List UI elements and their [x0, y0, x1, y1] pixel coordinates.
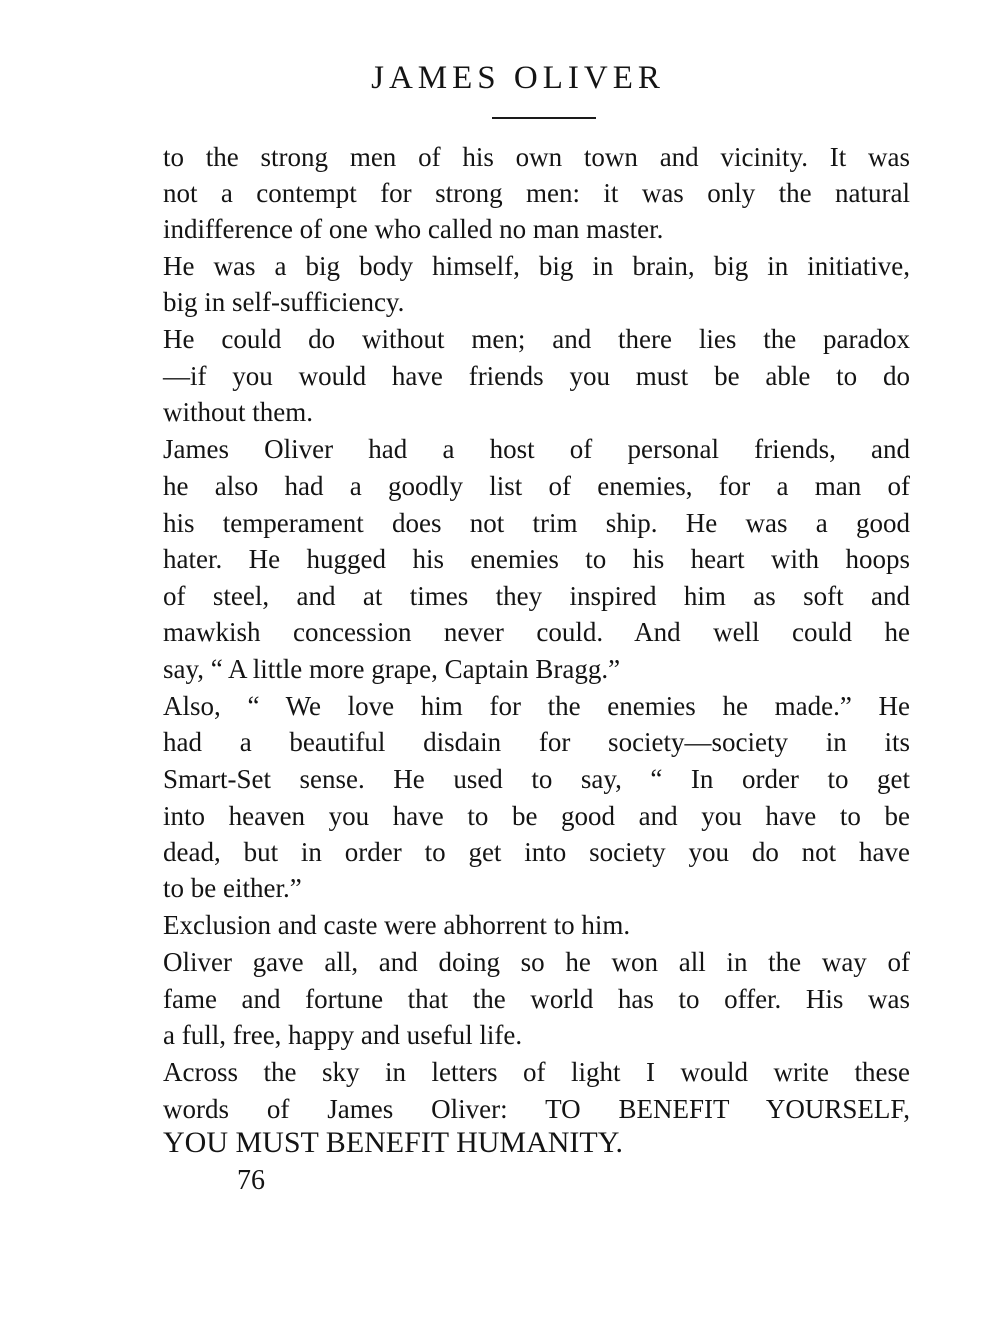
text-line: He could do without men; and there lies the paradox	[163, 324, 910, 354]
text-line: YOU MUST BENEFIT HUMANITY.	[163, 1126, 624, 1159]
text-line: to be either.”	[163, 873, 302, 903]
text-line: not a contempt for strong men: it was only the natural	[163, 178, 910, 208]
text-line: without them.	[163, 397, 313, 427]
running-head: JAMES OLIVER	[371, 60, 665, 96]
text-line: Smart-Set sense. He used to say, “ In order to get	[163, 764, 910, 794]
text-line: big in self-sufficiency.	[163, 287, 405, 317]
text-line: Also, “ We love him for the enemies he made.” He	[163, 691, 910, 721]
text-line: say, “ A little more grape, Captain Bragg.”	[163, 654, 621, 684]
text-line: He was a big body himself, big in brain, big in initiative,	[163, 251, 910, 281]
text-line: his temperament does not trim ship. He was a good	[163, 508, 910, 538]
text-line: —if you would have friends you must be able to do	[163, 361, 910, 391]
text-line: to the strong men of his own town and vicinity. It was	[163, 142, 910, 172]
header-rule	[492, 117, 596, 119]
text-line: dead, but in order to get into society you do not have	[163, 837, 910, 867]
text-line: Exclusion and caste were abhorrent to him.	[163, 910, 631, 940]
text-line: a full, free, happy and useful life.	[163, 1020, 523, 1050]
text-line: Oliver gave all, and doing so he won all in the way of	[163, 947, 910, 977]
text-line: indifference of one who called no man master.	[163, 214, 664, 244]
text-line: had a beautiful disdain for society—society in its	[163, 727, 910, 757]
text-line: words of James Oliver: TO BENEFIT YOURSELF,	[163, 1094, 910, 1124]
text-line: of steel, and at times they inspired him as soft and	[163, 581, 910, 611]
text-line: into heaven you have to be good and you have to be	[163, 801, 910, 831]
text-line: hater. He hugged his enemies to his heart with hoops	[163, 544, 910, 574]
text-line: mawkish concession never could. And well could he	[163, 617, 910, 647]
text-line: he also had a goodly list of enemies, for a man of	[163, 471, 910, 501]
page-number: 76	[237, 1165, 265, 1196]
text-line: fame and fortune that the world has to offer. His was	[163, 984, 910, 1014]
text-line: Across the sky in letters of light I would write these	[163, 1057, 910, 1087]
text-line: James Oliver had a host of personal friends, and	[163, 434, 910, 464]
